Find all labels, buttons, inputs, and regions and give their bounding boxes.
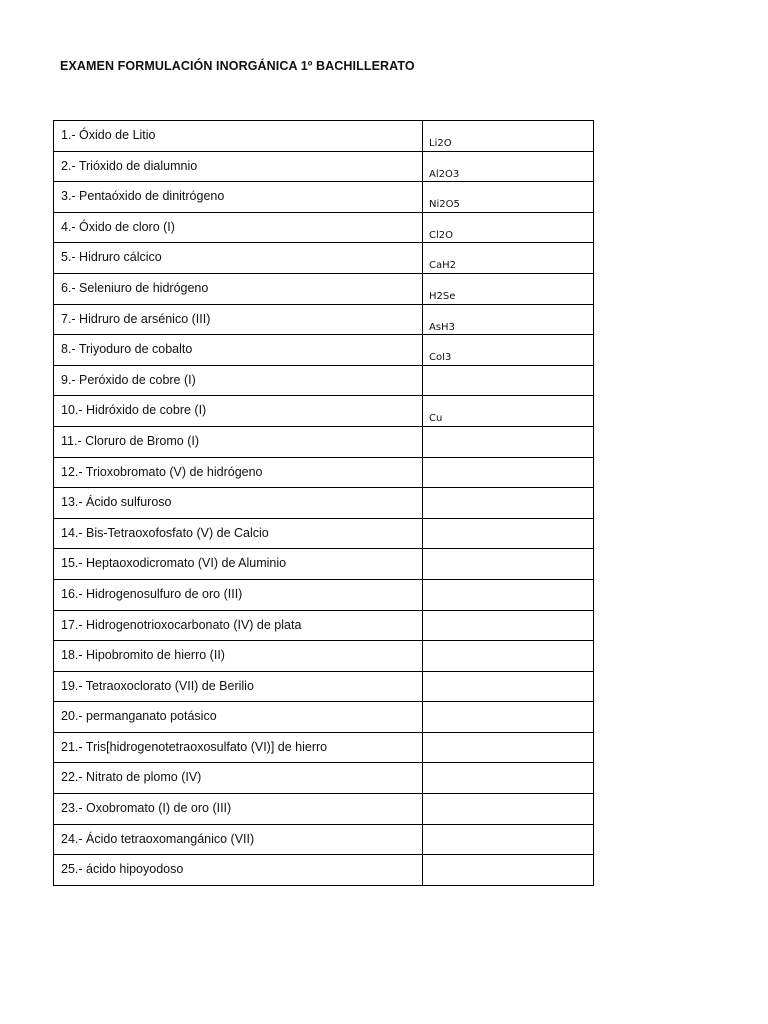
table-row	[54, 824, 594, 855]
question-cell	[54, 426, 423, 457]
question-text: 11.- Cloruro de Bromo (I)	[61, 433, 200, 448]
question-cell	[54, 763, 423, 794]
answer-cell[interactable]	[423, 243, 594, 274]
question-text: 19.- Tetraoxoclorato (VII) de Berilio	[61, 678, 254, 693]
table-row	[54, 488, 594, 519]
question-cell	[54, 732, 423, 763]
table-row	[54, 671, 594, 702]
question-cell	[54, 151, 423, 182]
answer-cell[interactable]	[423, 671, 594, 702]
answer-cell[interactable]	[423, 273, 594, 304]
question-text: 1.- Óxido de Litio	[61, 128, 156, 142]
question-cell	[54, 365, 423, 396]
question-text: 22.- Nitrato de plomo (IV)	[61, 770, 202, 785]
table-row	[54, 121, 594, 152]
question-text: 9.- Peróxido de cobre (I)	[61, 372, 196, 387]
answer-cell[interactable]	[423, 824, 594, 855]
answer-cell[interactable]	[423, 121, 594, 152]
question-cell	[54, 396, 423, 427]
question-cell	[54, 855, 423, 886]
table-row	[54, 641, 594, 672]
question-text: 4.- Óxido de cloro (I)	[61, 219, 175, 234]
answer-cell[interactable]	[423, 396, 594, 427]
question-text: 24.- Ácido tetraoxomangánico (VII)	[61, 831, 255, 846]
answer-cell[interactable]	[423, 304, 594, 335]
answer-cell[interactable]	[423, 488, 594, 519]
answer-cell[interactable]	[423, 212, 594, 243]
question-text: 21.- Tris[hidrogenotetraoxosulfato (VI)] de hierro	[61, 739, 328, 754]
question-cell	[54, 794, 423, 825]
table-row	[54, 763, 594, 794]
question-cell	[54, 641, 423, 672]
question-text: 20.- permanganato potásico	[61, 709, 217, 724]
answer-cell[interactable]	[423, 365, 594, 396]
table-row	[54, 794, 594, 825]
question-text: 16.- Hidrogenosulfuro de oro (III)	[61, 586, 243, 601]
question-cell	[54, 121, 423, 152]
question-text: 12.- Trioxobromato (V) de hidrógeno	[61, 464, 263, 479]
answer-text: Cu	[429, 413, 443, 425]
answer-cell[interactable]	[423, 182, 594, 213]
question-text: 15.- Heptaoxodicromato (VI) de Aluminio	[61, 556, 287, 571]
answer-text: Cl2O	[429, 229, 453, 241]
exam-table	[53, 120, 594, 886]
table-row	[54, 304, 594, 335]
answer-cell[interactable]	[423, 549, 594, 580]
question-text: 3.- Pentaóxido de dinitrógeno	[61, 189, 225, 204]
answer-text: Al2O3	[429, 168, 460, 180]
table-row	[54, 426, 594, 457]
question-text: 18.- Hipobromito de hierro (II)	[61, 648, 225, 663]
answer-cell[interactable]	[423, 579, 594, 610]
question-cell	[54, 335, 423, 366]
answer-cell[interactable]	[423, 855, 594, 886]
question-text: 5.- Hidruro cálcico	[61, 250, 162, 265]
table-row	[54, 457, 594, 488]
question-text: 6.- Seleniuro de hidrógeno	[61, 280, 209, 295]
question-cell	[54, 457, 423, 488]
answer-cell[interactable]	[423, 335, 594, 366]
answer-cell[interactable]	[423, 732, 594, 763]
table-row	[54, 273, 594, 304]
question-cell	[54, 182, 423, 213]
question-text: 17.- Hidrogenotrioxocarbonato (IV) de plata	[61, 617, 302, 632]
table-row	[54, 182, 594, 213]
answer-cell[interactable]	[423, 151, 594, 182]
answer-text: CaH2	[429, 260, 456, 272]
answer-text: CoI3	[429, 352, 452, 364]
question-text: 10.- Hidróxido de cobre (I)	[61, 403, 207, 418]
question-text: 14.- Bis-Tetraoxofosfato (V) de Calcio	[61, 525, 269, 540]
table-row	[54, 335, 594, 366]
page-title: EXAMEN FORMULACIÓN INORGÁNICA 1º BACHILLERATO	[60, 59, 415, 73]
table-row	[54, 518, 594, 549]
question-cell	[54, 610, 423, 641]
answer-cell[interactable]	[423, 702, 594, 733]
answer-text: Li2O	[429, 138, 452, 149]
answer-cell[interactable]	[423, 457, 594, 488]
question-cell	[54, 243, 423, 274]
table-row	[54, 365, 594, 396]
question-cell	[54, 671, 423, 702]
question-cell	[54, 273, 423, 304]
answer-cell[interactable]	[423, 518, 594, 549]
table-row	[54, 579, 594, 610]
answer-cell[interactable]	[423, 641, 594, 672]
table-row	[54, 610, 594, 641]
table-row	[54, 549, 594, 580]
table-row	[54, 702, 594, 733]
question-cell	[54, 488, 423, 519]
answer-text: Ni2O5	[429, 199, 460, 211]
answer-cell[interactable]	[423, 794, 594, 825]
answer-text: AsH3	[429, 321, 455, 333]
question-text: 8.- Triyoduro de cobalto	[61, 342, 193, 357]
question-text: 7.- Hidruro de arsénico (III)	[61, 311, 211, 326]
table-row	[54, 243, 594, 274]
question-text: 13.- Ácido sulfuroso	[61, 495, 172, 510]
question-cell	[54, 579, 423, 610]
question-cell	[54, 824, 423, 855]
question-text: 2.- Trióxido de dialumnio	[61, 158, 198, 173]
question-text: 25.- ácido hipoyodoso	[61, 862, 184, 877]
answer-text: H2Se	[429, 290, 456, 302]
question-text: 23.- Oxobromato (I) de oro (III)	[61, 801, 232, 816]
table-row	[54, 212, 594, 243]
question-cell	[54, 518, 423, 549]
answer-cell[interactable]	[423, 610, 594, 641]
table-row	[54, 396, 594, 427]
question-cell	[54, 549, 423, 580]
table-row	[54, 732, 594, 763]
answer-cell[interactable]	[423, 426, 594, 457]
answer-cell[interactable]	[423, 763, 594, 794]
table-row	[54, 855, 594, 886]
question-cell	[54, 304, 423, 335]
question-cell	[54, 212, 423, 243]
question-cell	[54, 702, 423, 733]
exam-table-body	[54, 121, 594, 886]
table-row	[54, 151, 594, 182]
